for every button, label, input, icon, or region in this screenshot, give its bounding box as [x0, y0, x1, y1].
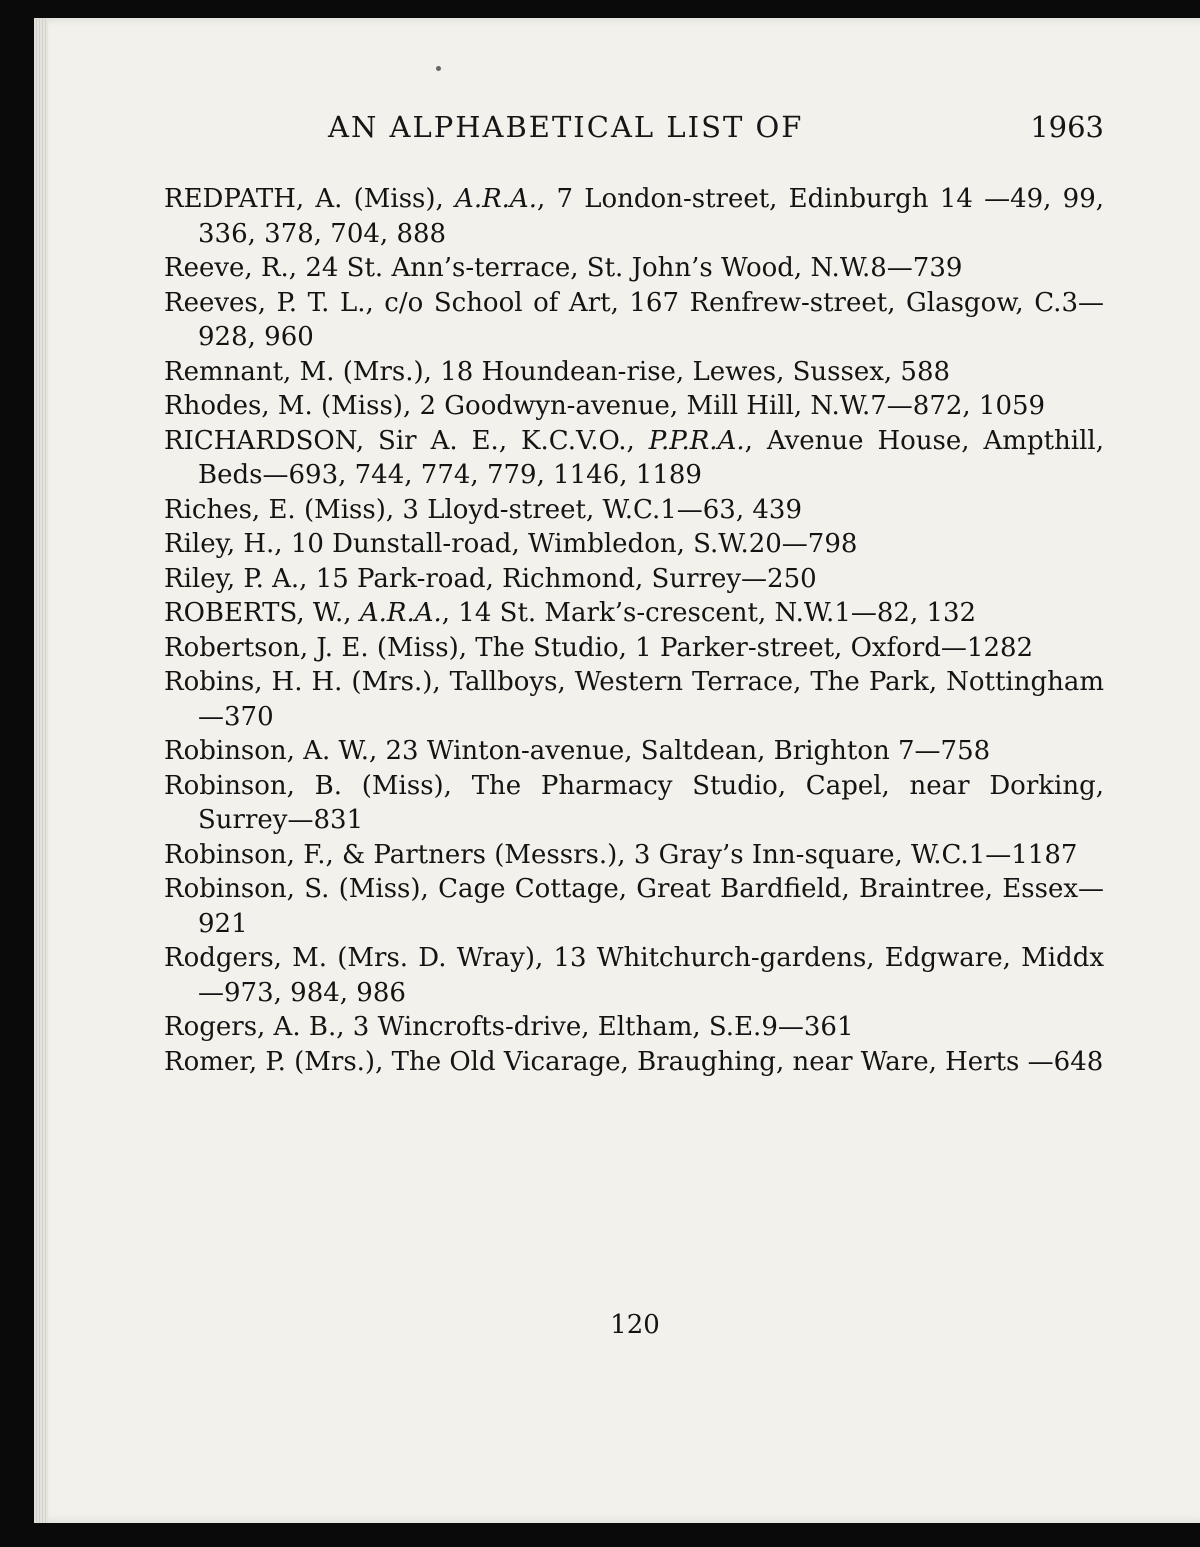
entry-list	[164, 182, 1104, 1079]
list-entry: Rhodes, M. (Miss), 2 Goodwyn-avenue, Mill Hill, N.W.7—872, 1059	[164, 391, 1046, 421]
list-entry: Remnant, M. (Mrs.), 18 Houndean-rise, Lewes, Sussex, 588	[164, 356, 951, 387]
list-entry: Riley, H., 10 Dunstall-road, Wimbledon, S.W.20—798	[164, 529, 858, 559]
list-entry: Robins, H. H. (Mrs.), Tallboys, Western Terrace, The Park, Nottingham—370	[164, 667, 1105, 732]
list-entry: Riley, P. A., 15 Park-road, Richmond, Surrey—250	[164, 563, 817, 594]
list-entry: Robinson, B. (Miss), The Pharmacy Studio, Capel, near Dorking, Surrey—831	[164, 770, 1104, 835]
page-edge	[34, 18, 48, 1523]
header-year: 1963	[1030, 110, 1104, 144]
list-entry: Robinson, F., & Partners (Messrs.), 3 Gray’s Inn-square, W.C.1—1187	[164, 839, 1078, 870]
list-entry: RICHARDSON, Sir A. E., K.C.V.O., P.P.R.A., Avenue House, Ampthill, Beds—693, 744, 774, 779, 1146, 1189	[164, 425, 1104, 490]
list-entry: ROBERTS, W., A.R.A., 14 St. Mark’s-crescent, N.W.1—82, 132	[164, 598, 977, 628]
page-number: 120	[610, 1310, 660, 1340]
header-title: AN ALPHABETICAL LIST OF	[328, 110, 804, 144]
list-entry: Reeve, R., 24 St. Ann’s-terrace, St. John’s Wood, N.W.8—739	[164, 253, 963, 283]
running-header	[164, 110, 1104, 154]
list-entry: Robinson, S. (Miss), Cage Cottage, Great Bardfield, Braintree, Essex—921	[164, 874, 1104, 939]
list-entry: Romer, P. (Mrs.), The Old Vicarage, Braughing, near Ware, Herts —648	[164, 1046, 1104, 1077]
list-entry: Rogers, A. B., 3 Wincrofts-drive, Eltham, S.E.9—361	[164, 1012, 854, 1042]
list-entry: Robertson, J. E. (Miss), The Studio, 1 Parker-street, Oxford—1282	[164, 632, 1034, 663]
list-entry: Reeves, P. T. L., c/o School of Art, 167 Renfrew-street, Glasgow, C.3—928, 960	[164, 287, 1104, 352]
list-entry: REDPATH, A. (Miss), A.R.A., 7 London-street, Edinburgh 14 —49, 99, 336, 378, 704, 888	[164, 184, 1105, 249]
ink-speck	[436, 66, 441, 71]
list-entry: Rodgers, M. (Mrs. D. Wray), 13 Whitchurch-gardens, Edgware, Middx—973, 984, 986	[164, 943, 1104, 1008]
list-entry: Robinson, A. W., 23 Winton-avenue, Saltdean, Brighton 7—758	[164, 736, 991, 766]
list-entry: Riches, E. (Miss), 3 Lloyd-street, W.C.1—63, 439	[164, 494, 802, 525]
